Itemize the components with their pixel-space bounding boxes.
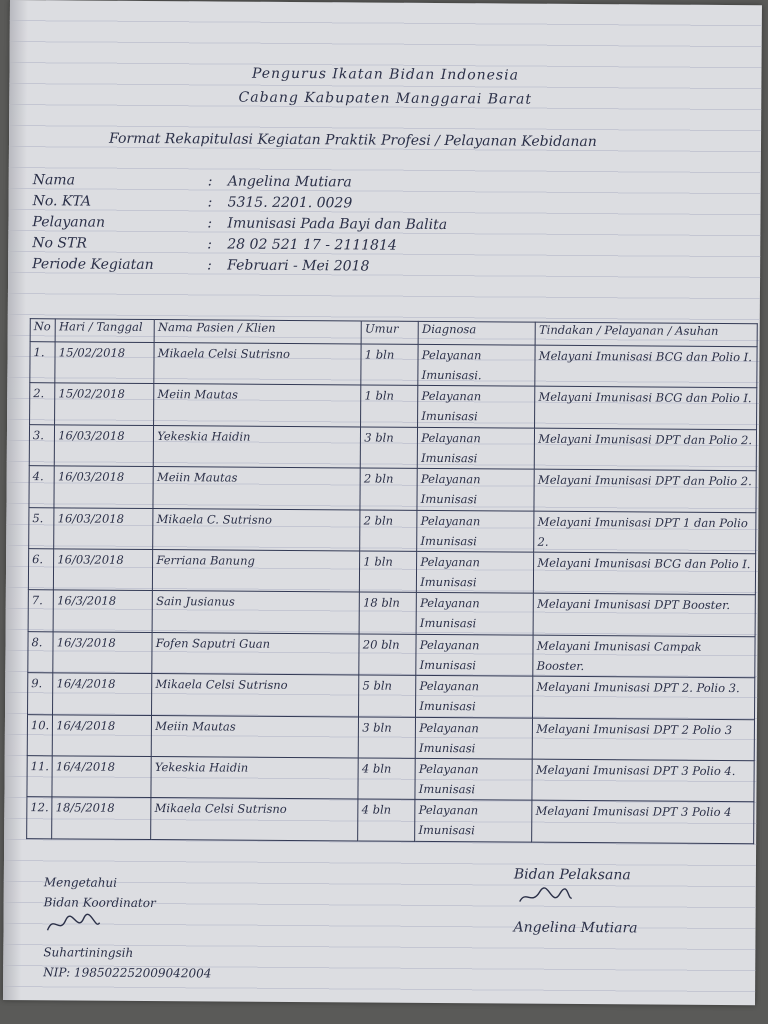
identity-value: Februari - Mei 2018 <box>227 257 370 275</box>
identity-label: Pelayanan <box>32 214 106 231</box>
identity-value: 5315. 2201. 0029 <box>227 194 353 212</box>
identity-row: Periode Kegiatan : Februari - Mei 2018 <box>32 254 592 279</box>
cell-age: 2 bln <box>360 510 417 552</box>
form-subtitle: Format Rekapitulasi Kegiatan Praktik Profesi / Pelayanan Kebidanan <box>108 130 597 151</box>
table-row <box>28 673 755 719</box>
cell-no: 1. <box>30 342 56 384</box>
cell-patient: Ferriana Banung <box>153 549 360 592</box>
cell-date: 16/4/2018 <box>53 714 152 756</box>
identity-block <box>32 170 593 279</box>
col-header-diagnosis: Diagnosa <box>418 321 535 345</box>
table-row <box>29 424 756 470</box>
midwife-signature-mark <box>514 886 574 910</box>
cell-date: 16/3/2018 <box>53 632 152 674</box>
recap-table <box>26 318 758 844</box>
identity-label: No. KTA <box>32 193 92 210</box>
identity-label: Periode Kegiatan <box>32 256 154 274</box>
cell-diagnosis: Pelayanan Imunisasi <box>418 427 535 469</box>
cell-no: 11. <box>27 756 53 798</box>
midwife-name: Angelina Mutiara <box>513 919 638 937</box>
cell-no: 12. <box>27 797 53 839</box>
identity-value: Imunisasi Pada Bayi dan Balita <box>227 215 448 234</box>
cell-patient: Meiin Mautas <box>153 467 360 510</box>
cell-age: 1 bln <box>361 344 418 386</box>
table-row <box>28 590 755 636</box>
cell-diagnosis: Pelayanan Imunisasi <box>415 758 532 800</box>
cell-patient: Mikaela C. Sutrisno <box>153 508 360 551</box>
branch-title: Cabang Kabupaten Manggarai Barat <box>238 89 533 108</box>
cell-no: 10. <box>27 714 53 756</box>
midwife-signature-block <box>513 864 638 940</box>
cell-date: 16/03/2018 <box>55 425 154 467</box>
coordinator-name: Suhartiningsih <box>43 945 134 960</box>
col-header-no: No <box>30 319 55 342</box>
cell-diagnosis: Pelayanan Imunisasi <box>416 675 533 717</box>
cell-age: 5 bln <box>359 675 416 717</box>
acknowledge-label: Mengetahui <box>43 875 118 890</box>
table-row <box>27 756 754 802</box>
cell-diagnosis: Pelayanan Imunisasi <box>417 469 534 511</box>
identity-label: No STR <box>32 235 87 252</box>
cell-action: Melayani Imunisasi Campak Booster. <box>533 635 755 678</box>
midwife-title: Bidan Pelaksana <box>513 866 631 884</box>
cell-action: Melayani Imunisasi BCG dan Polio I. <box>535 345 757 388</box>
coordinator-nip: NIP: 198502252009042004 <box>43 965 212 981</box>
cell-date: 16/4/2018 <box>52 756 151 798</box>
identity-row: Pelayanan : Imunisasi Pada Bayi dan Balita <box>32 212 592 237</box>
cell-age: 4 bln <box>358 758 415 800</box>
cell-age: 20 bln <box>359 634 416 676</box>
cell-action: Melayani Imunisasi BCG dan Polio I. <box>535 387 757 430</box>
cell-date: 18/5/2018 <box>52 797 151 839</box>
col-header-action: Tindakan / Pelayanan / Asuhan <box>535 322 757 347</box>
cell-no: 5. <box>29 507 55 549</box>
cell-date: 15/02/2018 <box>55 342 154 384</box>
cell-age: 3 bln <box>359 716 416 758</box>
table-row <box>28 631 755 677</box>
cell-patient: Sain Jusianus <box>152 591 359 634</box>
cell-patient: Meiin Mautas <box>152 715 359 758</box>
cell-diagnosis: Pelayanan Imunisasi <box>417 510 534 552</box>
cell-patient: Yekeskia Haidin <box>154 425 361 468</box>
cell-no: 8. <box>28 631 54 673</box>
cell-action: Melayani Imunisasi DPT dan Polio 2. <box>535 428 757 471</box>
table-row <box>29 507 756 553</box>
cell-no: 4. <box>29 466 55 508</box>
identity-row: Nama : Angelina Mutiara <box>33 170 593 195</box>
cell-action: Melayani Imunisasi DPT 2. Polio 3. <box>533 676 755 719</box>
col-header-patient: Nama Pasien / Klien <box>154 320 361 344</box>
table-row <box>29 466 756 512</box>
cell-age: 1 bln <box>361 385 418 427</box>
cell-patient: Fofen Saputri Guan <box>152 632 359 675</box>
cell-diagnosis: Pelayanan Imunisasi <box>415 800 532 842</box>
table-row <box>27 714 754 760</box>
cell-no: 3. <box>29 424 55 466</box>
cell-diagnosis: Pelayanan Imunisasi. <box>418 344 535 386</box>
cell-date: 15/02/2018 <box>55 383 154 425</box>
cell-date: 16/3/2018 <box>53 590 152 632</box>
document-page <box>3 0 762 1005</box>
cell-diagnosis: Pelayanan Imunisasi <box>417 551 534 593</box>
cell-age: 18 bln <box>359 592 416 634</box>
identity-label: Nama <box>32 172 76 189</box>
cell-diagnosis: Pelayanan Imunisasi <box>416 593 533 635</box>
cell-diagnosis: Pelayanan Imunisasi <box>416 717 533 759</box>
table-row <box>27 797 754 843</box>
table-row <box>28 549 755 595</box>
cell-action: Melayani Imunisasi DPT 3 Polio 4. <box>532 759 754 802</box>
col-header-date: Hari / Tanggal <box>55 319 154 343</box>
org-title: Pengurus Ikatan Bidan Indonesia <box>251 65 520 84</box>
identity-value: 28 02 521 17 - 2111814 <box>227 236 397 254</box>
cell-patient: Mikaela Celsi Sutrisno <box>151 798 358 841</box>
cell-patient: Yekeskia Haidin <box>151 756 358 799</box>
cell-action: Melayani Imunisasi DPT 2 Polio 3 <box>533 718 755 761</box>
cell-patient: Mikaela Celsi Sutrisno <box>154 343 361 386</box>
cell-patient: Mikaela Celsi Sutrisno <box>152 674 359 717</box>
page-edge-shadow <box>3 0 28 1000</box>
cell-age: 2 bln <box>360 468 417 510</box>
cell-age: 3 bln <box>361 427 418 469</box>
table-row <box>30 342 757 388</box>
coordinator-signature-mark <box>43 912 103 936</box>
table-row <box>30 383 757 429</box>
coordinator-signature-block <box>43 872 212 983</box>
cell-action: Melayani Imunisasi DPT dan Polio 2. <box>534 469 756 512</box>
identity-row: No. KTA : 5315. 2201. 0029 <box>33 191 593 216</box>
cell-age: 4 bln <box>358 799 415 841</box>
cell-patient: Meiin Mautas <box>154 384 361 427</box>
cell-action: Melayani Imunisasi DPT 1 dan Polio 2. <box>534 511 756 554</box>
cell-no: 6. <box>28 549 54 591</box>
cell-date: 16/03/2018 <box>54 466 153 508</box>
identity-row: No STR : 28 02 521 17 - 2111814 <box>32 233 592 258</box>
cell-action: Melayani Imunisasi DPT 3 Polio 4 <box>532 800 754 843</box>
cell-no: 9. <box>28 673 54 715</box>
cell-no: 7. <box>28 590 54 632</box>
coordinator-title: Bidan Koordinator <box>43 895 156 911</box>
cell-diagnosis: Pelayanan Imunisasi <box>418 386 535 428</box>
cell-date: 16/03/2018 <box>54 549 153 591</box>
col-header-age: Umur <box>361 321 418 344</box>
cell-age: 1 bln <box>360 551 417 593</box>
cell-no: 2. <box>30 383 56 425</box>
cell-date: 16/4/2018 <box>53 673 152 715</box>
cell-diagnosis: Pelayanan Imunisasi <box>416 634 533 676</box>
cell-action: Melayani Imunisasi BCG dan Polio I. <box>534 552 756 595</box>
identity-value: Angelina Mutiara <box>227 173 352 191</box>
cell-date: 16/03/2018 <box>54 507 153 549</box>
cell-action: Melayani Imunisasi DPT Booster. <box>533 594 755 637</box>
